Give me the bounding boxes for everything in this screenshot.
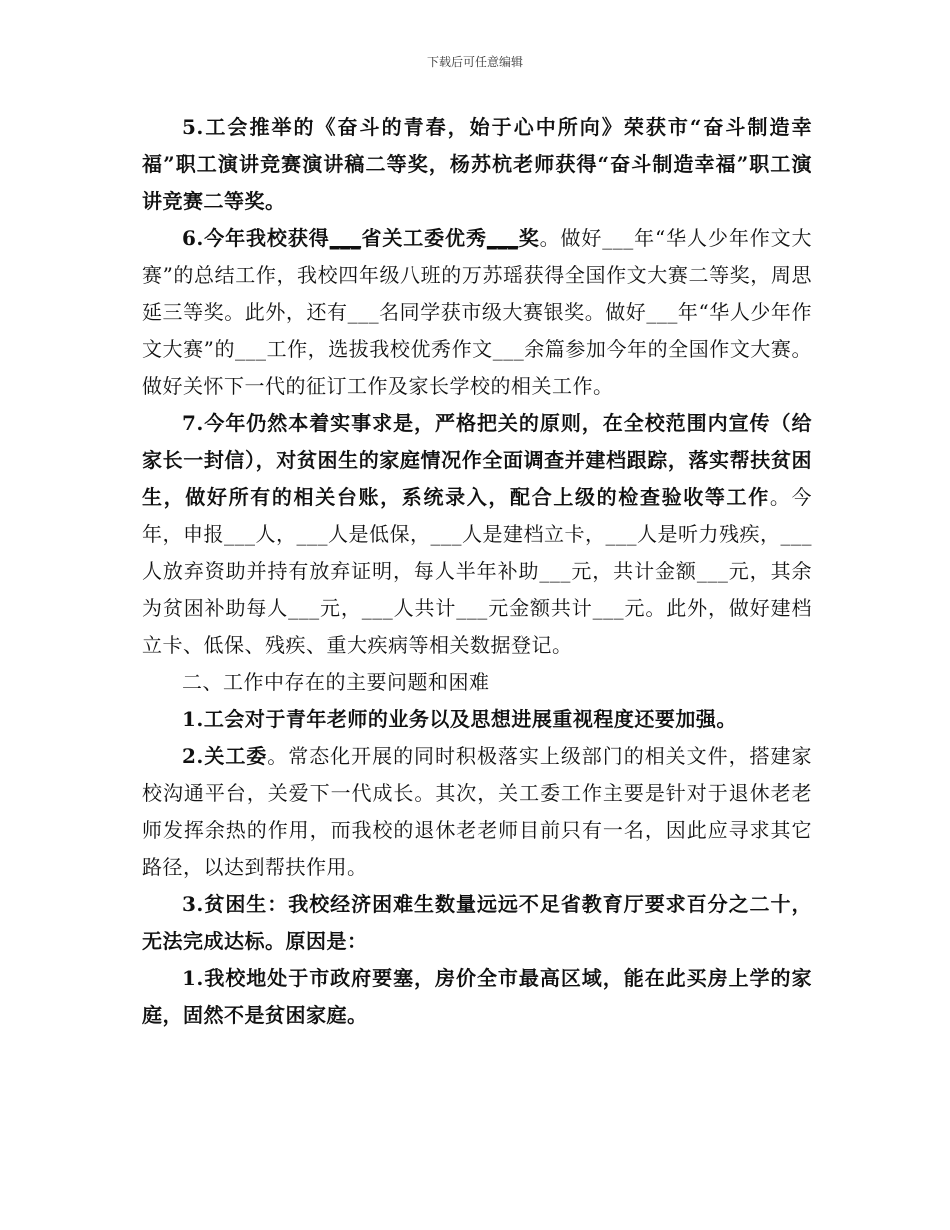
paragraph-problem-union — [142, 701, 812, 738]
paragraph-problem-care-committee — [142, 738, 812, 886]
paragraph-text: 6.今年我校获得 — [182, 226, 330, 250]
document-body — [142, 109, 812, 1034]
page-header: 下载后可任意编辑 — [426, 55, 523, 69]
paragraph-text: 3.贫困生：我校经济困难生数量远远不足省教育厅要求百分之二十，无法完成达标。原因是： — [142, 892, 812, 953]
paragraph-union-speech-award — [142, 109, 812, 220]
paragraph-poor-students-work — [142, 405, 812, 664]
paragraph-text: 奖 — [518, 226, 540, 250]
paragraph-reason-location — [142, 960, 812, 1034]
paragraph-care-committee-award — [142, 220, 812, 405]
paragraph-text: 1.我校地处于市政府要塞，房价全市最高区域，能在此买房上学的家庭，固然不是贫困家庭。 — [142, 966, 812, 1027]
paragraph-text: 。常态化开展的同时积极落实上级部门的相关文件，搭建家校沟通平台，关爱下一代成长。其次，关工委工作主要是针对于退休老老师发挥余热的作用，而我校的退休老老师目前只有一名，因此应寻求其它路径，以达到帮扶作用。 — [142, 744, 812, 879]
paragraph-text: 2.关工委 — [182, 744, 268, 768]
paragraph-problem-poor-students — [142, 886, 812, 960]
paragraph-text: 7.今年仍然本着实事求是，严格把关的原则，在全校范围内宣传（给家长一封信），对贫困生的家庭情况作全面调查并建档跟踪，落实帮扶贫困生，做好所有的相关台账，系统录入，配合上级的检查验收等工作 — [142, 411, 812, 509]
paragraph-text: 5.工会推举的《奋斗的青春，始于心中所向》荣获市“奋斗制造幸福”职工演讲竞赛演讲稿二等奖，杨苏杭老师获得“奋斗制造幸福”职工演讲竞赛二等奖。 — [142, 115, 812, 213]
section-heading-text: 二、工作中存在的主要问题和困难 — [182, 670, 490, 694]
paragraph-text: 省关工委优秀 — [361, 226, 487, 250]
paragraph-text: 。今年，申报___人，___人是低保，___人是建档立卡，___人是听力残疾，___人放弃资助并持有放弃证明，每人半年补助___元，共计金额___元，其余为贫困补助每人___元，___人共计___元金额共计___元。此外，做好建档立卡、低保、残疾、重大疾病等相关数据登记。 — [142, 485, 813, 657]
paragraph-text: 。做好___年“华人少年作文大赛”的总结工作，我校四年级八班的万苏瑶获得全国作文大赛二等奖，周思延三等奖。此外，还有___名同学获市级大赛银奖。做好___年“华人少年作文大赛”的___工作，选拔我校优秀作文___余篇参加今年的全国作文大赛。做好关怀下一代的征订工作及家长学校的相关工作。 — [142, 226, 812, 398]
blank-underline: ___ — [486, 226, 519, 250]
paragraph-text: 1.工会对于青年老师的业务以及思想进展重视程度还要加强。 — [182, 707, 737, 731]
section-heading-problems — [142, 664, 812, 701]
blank-underline: ___ — [329, 226, 362, 250]
